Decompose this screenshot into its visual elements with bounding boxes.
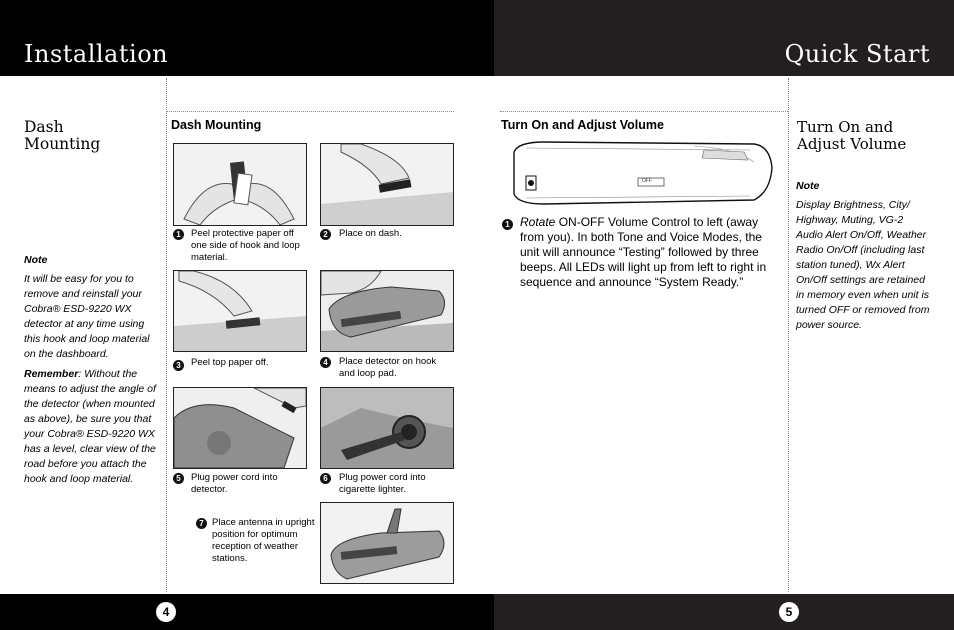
divider-right bbox=[788, 78, 789, 592]
sidebar-heading-left: Dash Mounting bbox=[24, 118, 101, 153]
step-number-3: 3 bbox=[173, 360, 184, 371]
photo-place-on-dash bbox=[320, 143, 454, 226]
volume-step-number: 1 bbox=[502, 219, 513, 230]
step-number-7: 7 bbox=[196, 518, 207, 529]
photo-plug-detector bbox=[173, 387, 307, 469]
step-text-6: Plug power cord into cigarette lighter. bbox=[339, 472, 426, 495]
footer-bar-left bbox=[0, 594, 494, 630]
step-text-5: Plug power cord into detector. bbox=[191, 472, 278, 495]
page-title-left: Installation bbox=[24, 40, 169, 68]
step-number-2: 2 bbox=[320, 229, 331, 240]
step-number-5: 5 bbox=[173, 473, 184, 484]
remember-text: : Without the means to adjust the angle of the detector (when mounted as above), be sure you that your Cobra® ESD-9220 WX has a level, clear view of the road before you attach the hook and loop material. bbox=[24, 368, 156, 485]
volume-step-text bbox=[520, 215, 782, 290]
volume-heading: Turn On and Adjust Volume bbox=[501, 118, 664, 132]
divider-left bbox=[166, 78, 167, 592]
rule-right bbox=[500, 111, 788, 112]
photo-peel-paper bbox=[173, 143, 307, 226]
page-title-right: Quick Start bbox=[784, 40, 930, 68]
rule-left bbox=[166, 111, 454, 112]
remember-label: Remember bbox=[24, 368, 79, 380]
photo-place-detector bbox=[320, 270, 454, 352]
note-text-right: Display Brightness, City/ Highway, Muting, VG-2 Audio Alert On/Off, Weather Radio On/Off (including last station tuned), Wx Alert On/Off settings are retained in memory even when unit is turned OFF or removed from power source. bbox=[796, 199, 930, 331]
dash-heading: Dash Mounting bbox=[171, 118, 262, 132]
step-text-3: Peel top paper off. bbox=[191, 357, 269, 368]
device-illustration bbox=[504, 138, 774, 208]
step-number-6: 6 bbox=[320, 473, 331, 484]
device-off-label: OFF bbox=[642, 178, 652, 184]
photo-antenna-upright bbox=[320, 502, 454, 584]
photo-peel-top bbox=[173, 270, 307, 352]
step-text-7: Place antenna in upright position for optimum reception of weather stations. bbox=[212, 517, 315, 564]
note-text-left: It will be easy for you to remove and reinstall your Cobra® ESD-9220 WX detector at any time using this hook and loop material on the dashboard. bbox=[24, 273, 150, 360]
sidebar-heading-right: Turn On and Adjust Volume bbox=[797, 118, 907, 153]
photo-cigarette-lighter bbox=[320, 387, 454, 469]
page-number-left: 4 bbox=[156, 602, 176, 622]
volume-step-body: ON-OFF Volume Control to left (away from you). In both Tone and Voice Modes, the unit will announce “Testing” followed by three beeps. All LEDs will light up from left to right in sequence and announce “System Ready.” bbox=[520, 215, 767, 289]
page-number-right: 5 bbox=[779, 602, 799, 622]
step-text-1: Peel protective paper off one side of hook and loop material. bbox=[191, 228, 300, 263]
step-number-1: 1 bbox=[173, 229, 184, 240]
step-number-4: 4 bbox=[320, 357, 331, 368]
step-text-4: Place detector on hook and loop pad. bbox=[339, 356, 437, 379]
note-label-right: Note bbox=[796, 180, 820, 192]
volume-step-verb: Rotate bbox=[520, 215, 556, 229]
step-text-2: Place on dash. bbox=[339, 228, 402, 239]
footer-bar-right bbox=[494, 594, 954, 630]
note-label-left: Note bbox=[24, 254, 48, 266]
remember-block bbox=[24, 367, 162, 487]
